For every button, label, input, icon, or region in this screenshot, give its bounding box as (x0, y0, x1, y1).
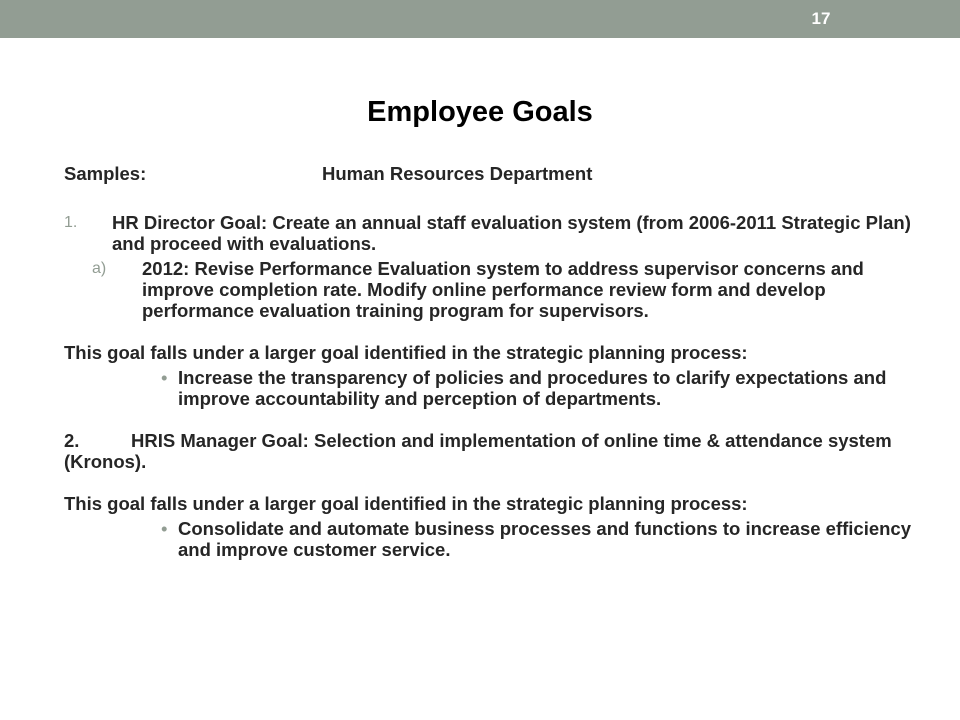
goal-2-item (64, 430, 924, 472)
goal-2-number: 2. (64, 430, 80, 451)
department-name: Human Resources Department (322, 163, 593, 184)
slide-number: 17 (811, 9, 831, 28)
slide-title: Employee Goals (367, 96, 593, 128)
samples-line (64, 163, 924, 185)
goal-1-number: 1. (64, 214, 78, 231)
bullet-icon: • (161, 367, 168, 388)
goal-1-subitem-text: 2012: Revise Performance Evaluation system to address supervisor concerns and improve completion rate. Modify online performance review form and develop performance evaluation training program for supervisors. (142, 258, 864, 321)
goal-1-parent-goal (64, 367, 924, 409)
goal-2-parent-goal (64, 518, 924, 560)
goal-1-subitem-number: a) (92, 260, 107, 277)
samples-label: Samples: (64, 163, 147, 184)
goal-2-parent-goal-text: Consolidate and automate business processes and functions to increase efficiency and improve customer service. (178, 518, 912, 560)
goal-1-parent-goal-text: Increase the transparency of policies and procedures to clarify expectations and improve accountability and perception of departments. (178, 367, 887, 409)
goal-1-item (64, 212, 924, 254)
goal-2-text: HRIS Manager Goal: Selection and implementation of online time & attendance system (Kronos). (64, 430, 892, 472)
goal-2-parent-intro: This goal falls under a larger goal identified in the strategic planning process: (64, 493, 748, 514)
bullet-icon: • (161, 518, 168, 539)
header-bar (0, 0, 960, 38)
goal-1-subitem (64, 258, 924, 321)
goal-1-parent-intro: This goal falls under a larger goal identified in the strategic planning process: (64, 342, 748, 363)
slide-body (64, 163, 924, 560)
goal-1-text: HR Director Goal: Create an annual staff evaluation system (from 2006-2011 Strategic Plan) and proceed with evaluations. (112, 212, 911, 254)
